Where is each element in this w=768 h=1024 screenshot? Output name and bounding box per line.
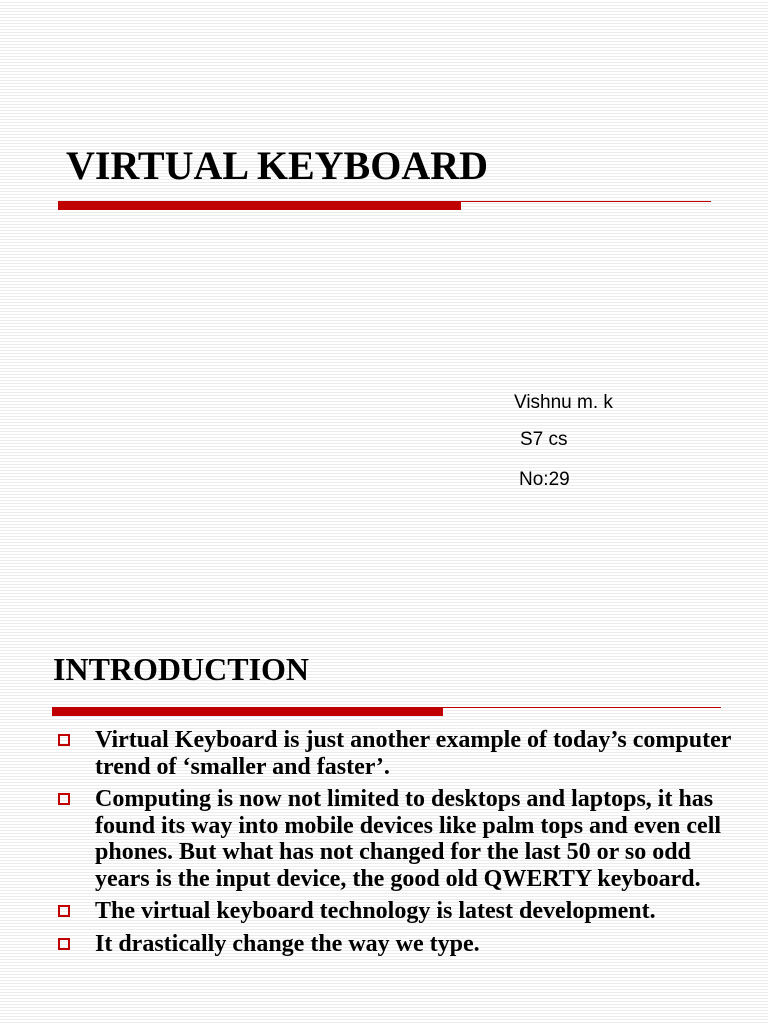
section-title: INTRODUCTION (53, 651, 310, 687)
bullet-text: The virtual keyboard technology is latest development. (95, 898, 656, 924)
square-bullet-icon (58, 938, 70, 950)
author-name: Vishnu m. k (514, 392, 613, 413)
section-underline-thick (52, 707, 443, 716)
title-underline (58, 201, 711, 210)
list-item (58, 931, 738, 958)
section-underline (52, 707, 721, 716)
introduction-slide (0, 620, 768, 1024)
slide-title: VIRTUAL KEYBOARD (66, 143, 488, 188)
square-bullet-icon (58, 905, 70, 917)
author-class: S7 cs (520, 429, 568, 450)
square-bullet-icon (58, 793, 70, 805)
section-underline-thin (443, 707, 721, 708)
author-roll-number: No:29 (519, 469, 570, 490)
list-item (58, 786, 738, 892)
bullet-text: It drastically change the way we type. (95, 930, 480, 957)
bullet-text: Virtual Keyboard is just another example of today’s computer trend of ‘smaller and faster’. (95, 727, 731, 780)
list-item (58, 898, 738, 925)
title-underline-thick (58, 201, 461, 210)
bullet-list (58, 727, 738, 963)
title-underline-thin (461, 201, 711, 202)
list-item (58, 727, 738, 780)
bullet-text: Computing is now not limited to desktops and laptops, it has found its way into mobile devices like palm tops and even cell phones. But what has not changed for the last 50 or so odd years is the input device, the good old QWERTY keyboard. (95, 786, 722, 892)
square-bullet-icon (58, 734, 70, 746)
